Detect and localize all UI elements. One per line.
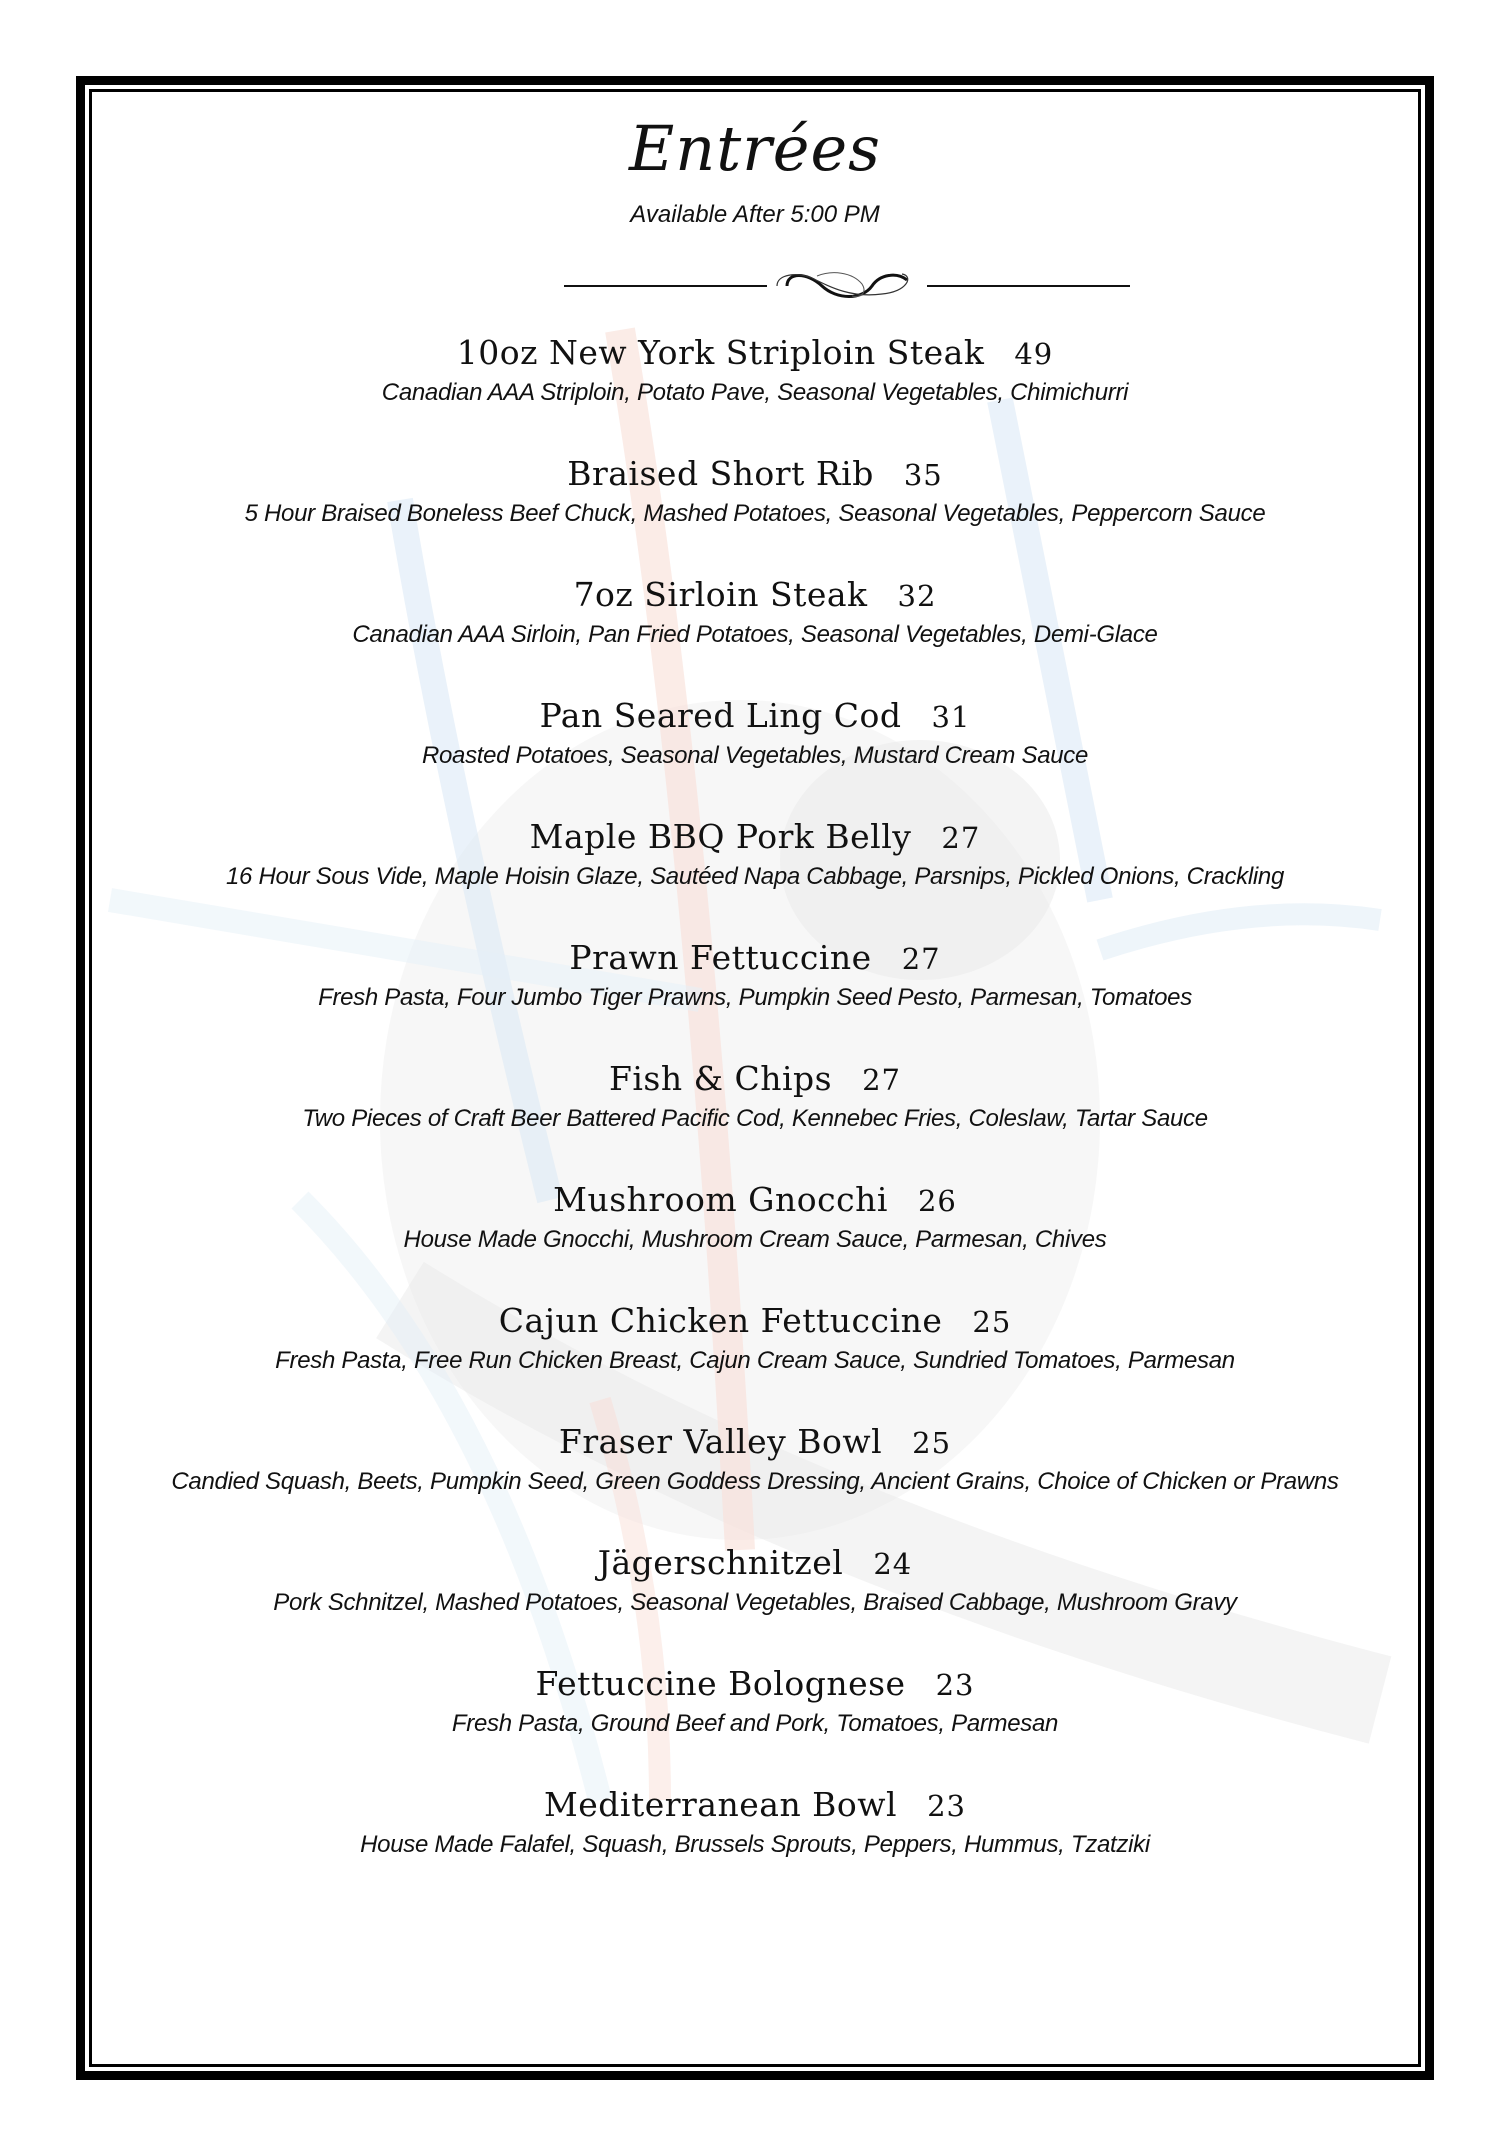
item-price: 27 [862,1063,902,1097]
item-description: Roasted Potatoes, Seasonal Vegetables, Mustard Cream Sauce [421,742,1089,769]
item-price: 23 [927,1789,967,1823]
item-description: Fresh Pasta, Ground Beef and Pork, Tomatoes, Parmesan [451,1710,1059,1737]
item-description: Canadian AAA Striploin, Potato Pave, Seasonal Vegetables, Chimichurri [381,379,1129,406]
item-price: 31 [931,700,971,734]
entree-list [92,330,1418,1903]
menu-item [92,330,1418,451]
menu-item [92,935,1418,1056]
item-description: 5 Hour Braised Boneless Beef Chuck, Mashed Potatoes, Seasonal Vegetables, Peppercorn Sauce [244,500,1266,527]
item-price: 49 [1014,337,1054,371]
item-description: House Made Falafel, Squash, Brussels Sprouts, Peppers, Hummus, Tzatziki [360,1831,1150,1858]
menu-item [92,693,1418,814]
item-description: Candied Squash, Beets, Pumpkin Seed, Green Goddess Dressing, Ancient Grains, Choice of Chicken or Prawns [171,1468,1339,1495]
menu-item [92,1298,1418,1419]
item-price: 25 [972,1305,1012,1339]
item-price: 23 [935,1668,975,1702]
item-price: 32 [897,579,937,613]
item-description: Fresh Pasta, Four Jumbo Tiger Prawns, Pumpkin Seed Pesto, Parmesan, Tomatoes [318,984,1192,1011]
item-price: 24 [873,1547,913,1581]
menu-item [92,1540,1418,1661]
item-description: Fresh Pasta, Free Run Chicken Breast, Cajun Cream Sauce, Sundried Tomatoes, Parmesan [275,1347,1235,1374]
item-price: 26 [917,1184,957,1218]
item-price: 27 [901,942,941,976]
item-name: Fraser Valley Bowl [558,1422,883,1461]
item-price: 25 [912,1426,952,1460]
item-price: 27 [941,821,981,855]
item-description: Pork Schnitzel, Mashed Potatoes, Seasonal Vegetables, Braised Cabbage, Mushroom Gravy [273,1589,1237,1616]
item-description: Canadian AAA Sirloin, Pan Fried Potatoes, Seasonal Vegetables, Demi-Glace [352,621,1158,648]
item-name: Maple BBQ Pork Belly [529,817,912,856]
item-name: Jägerschnitzel [597,1543,844,1582]
menu-item [92,1419,1418,1540]
item-name: 10oz New York Striploin Steak [456,333,985,372]
item-description: 16 Hour Sous Vide, Maple Hoisin Glaze, Sautéed Napa Cabbage, Parsnips, Pickled Onions, Crackling [225,863,1285,890]
item-price: 35 [903,458,943,492]
availability-note: Available After 5:00 PM [630,201,880,228]
item-description: Two Pieces of Craft Beer Battered Pacific Cod, Kennebec Fries, Coleslaw, Tartar Sauce [302,1105,1208,1132]
menu-item [92,1177,1418,1298]
flourish-divider-icon [562,268,1132,304]
menu-item [92,814,1418,935]
item-name: Fettuccine Bolognese [535,1664,906,1703]
menu-item [92,1782,1418,1903]
item-name: Prawn Fettuccine [569,938,872,977]
menu-item [92,1661,1418,1782]
item-name: Pan Seared Ling Cod [539,696,902,735]
item-name: Mushroom Gnocchi [553,1180,888,1219]
item-name: Braised Short Rib [567,454,874,493]
menu-item [92,572,1418,693]
item-name: Mediterranean Bowl [543,1785,898,1824]
item-name: Fish & Chips [608,1059,833,1098]
menu-item [92,451,1418,572]
menu-item [92,1056,1418,1177]
item-name: 7oz Sirloin Steak [573,575,868,614]
page-title: Entrées [629,112,881,185]
item-description: House Made Gnocchi, Mushroom Cream Sauce, Parmesan, Chives [403,1226,1107,1253]
item-name: Cajun Chicken Fettuccine [498,1301,943,1340]
